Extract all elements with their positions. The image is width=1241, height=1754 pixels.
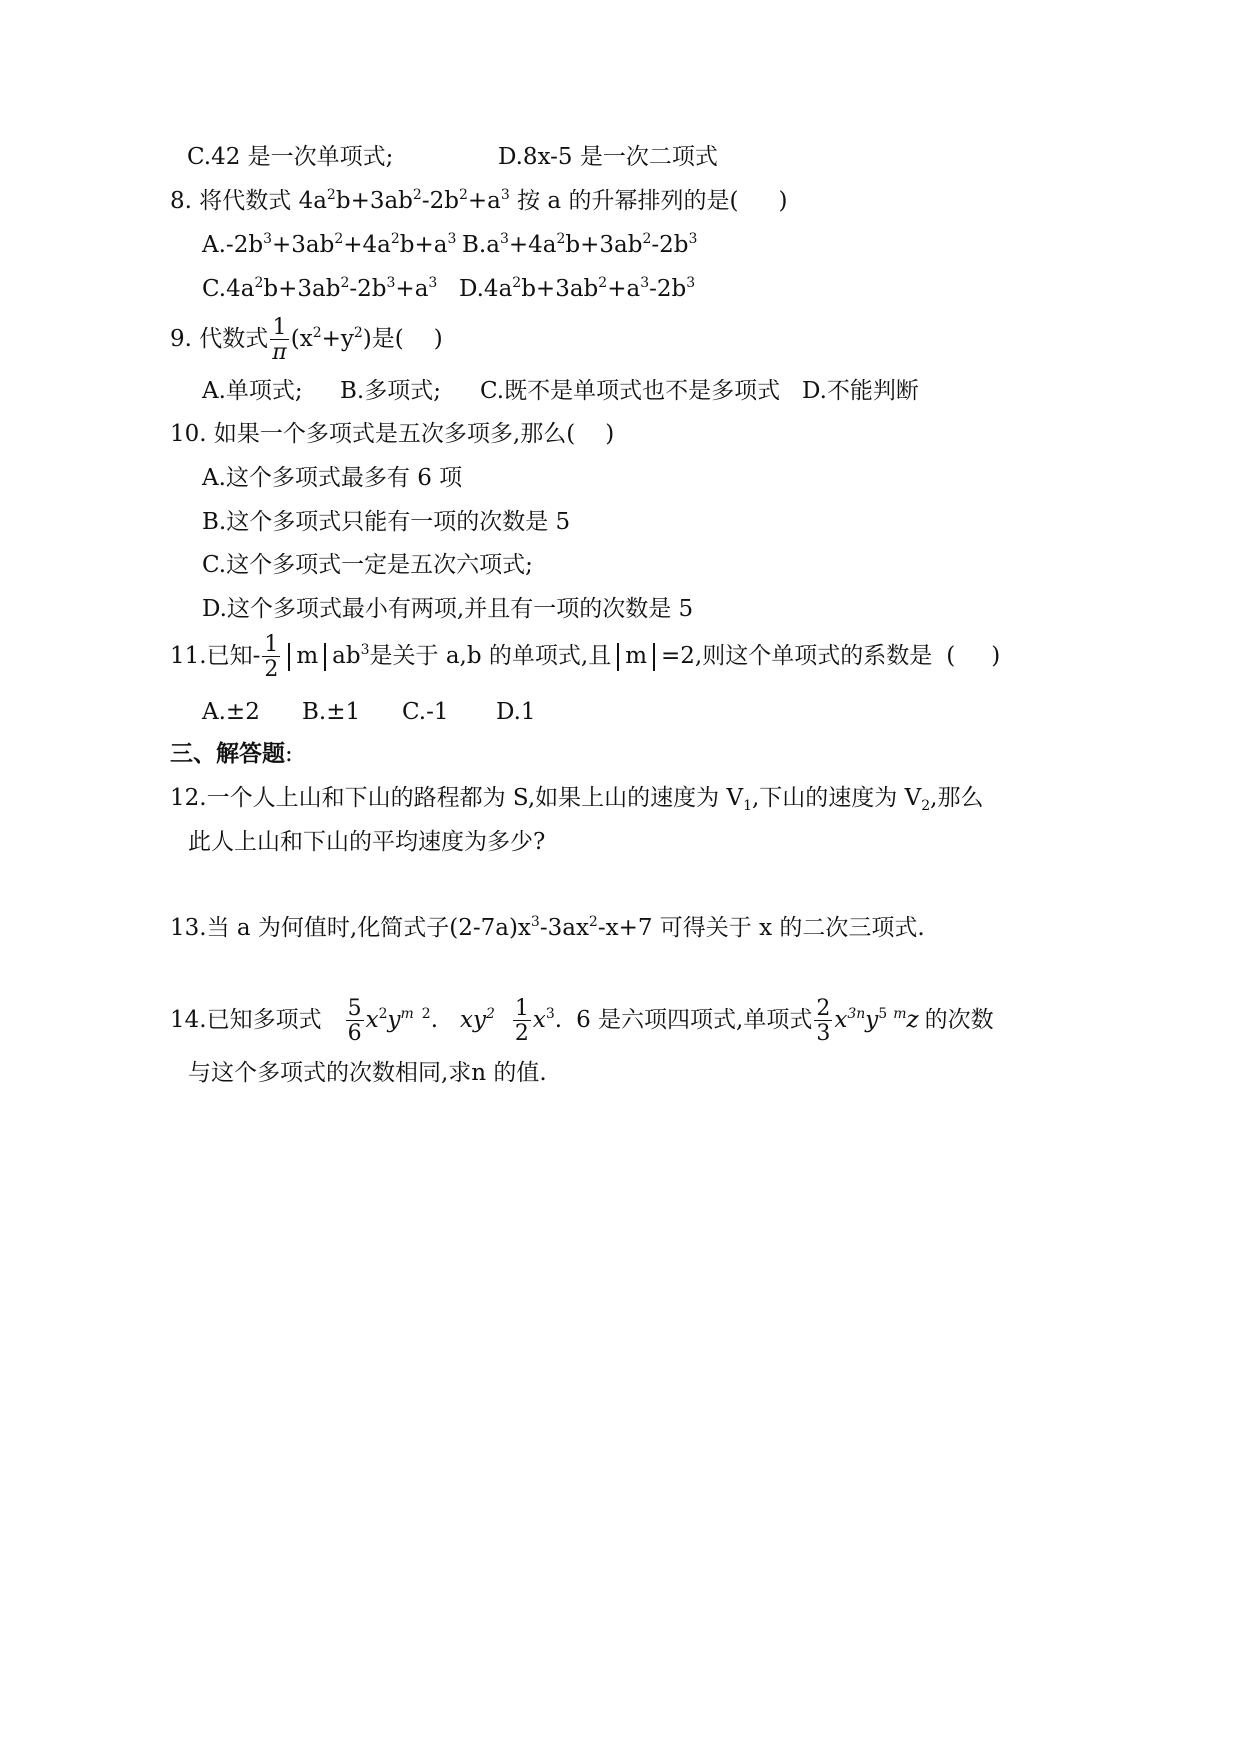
q11-option-b: B.±1 bbox=[302, 699, 361, 725]
abs-bar bbox=[617, 643, 619, 671]
section-title: 三、解答题: bbox=[170, 740, 293, 767]
q10-option-d: D.这个多项式最小有两项,并且有一项的次数是 5 bbox=[202, 596, 694, 622]
q9-option-b: B.多项式; bbox=[340, 378, 441, 404]
q8-stem: 8. 将代数式 $4a^2b+3ab^2-2b^2+a^3$ 按 a 的升幂排列的是( ) bbox=[170, 187, 788, 214]
q7-option-d: D.8x-5 是一次二项式 bbox=[498, 144, 718, 170]
q9-stem: 9. 代数式 $\frac{1}{\pi}$ $(x^2+y^2)$是( ) bbox=[170, 314, 443, 365]
q8-option-b: $B.a^3+4a^2b+3ab^2-2b^3$ bbox=[462, 231, 698, 258]
q9-option-a: A.单项式; bbox=[202, 378, 303, 404]
q13-stem: 13.当 a 为何值时,化简式子$(2-7a)x^3-3ax^2-x+7$ 可得关于 x 的二次三项式. bbox=[170, 914, 925, 941]
q8-option-d: $D.4a^2b+3ab^2+a^3-2b^3$ bbox=[459, 275, 696, 302]
q11-fraction: $\frac{1}{2}$ bbox=[264, 631, 279, 682]
q10-option-b: B.这个多项式只能有一项的次数是 5 bbox=[202, 509, 571, 535]
q11-stem: 11.已知- $\frac{1}{2}$ m $ab^3$是关于 a,b 的单项式,且 m =2,则这个单项式的系数是 ( ) bbox=[170, 631, 1001, 682]
q11-option-c: C.-1 bbox=[402, 699, 449, 725]
q14-line1: 14.已知多项式 $\frac{5}{6}$ $x^2y^m$ $^2$. $xy^2$ $\frac{1}{2}$ $x^3$. 6 是六项四项式,单项式 $\frac{2}{3}$ $x^{3n}y^5$ $^m$z 的次数 bbox=[170, 995, 994, 1046]
q10-stem: 10. 如果一个多项式是五次多项多,那么( ) bbox=[170, 421, 615, 447]
q11-option-d: D.1 bbox=[496, 699, 536, 725]
q9-fraction: $\frac{1}{\pi}$ bbox=[272, 314, 287, 365]
q14-fraction-2: $\frac{1}{2}$ bbox=[514, 995, 529, 1046]
q9-option-c: C.既不是单项式也不是多项式 bbox=[480, 378, 781, 404]
q9-option-d: D.不能判断 bbox=[802, 378, 919, 404]
q7-option-c: C.42 是一次单项式; bbox=[187, 144, 394, 170]
q12-line1: 12.一个人上山和下山的路程都为 S,如果上山的速度为 $V_1$,下山的速度为 $V_2$,那么 bbox=[170, 785, 984, 814]
q14-fraction-1: $\frac{5}{6}$ bbox=[347, 995, 362, 1046]
q8-option-a: $A.-2b^3+3ab^2+4a^2b+a^3$ bbox=[202, 231, 457, 258]
q14-line2: 与这个多项式的次数相同,求n 的值. bbox=[188, 1060, 547, 1086]
q8-option-c: $C.4a^2b+3ab^2-2b^3+a^3$ bbox=[202, 275, 438, 302]
q10-option-c: C.这个多项式一定是五次六项式; bbox=[202, 552, 533, 578]
q14-fraction-3: $\frac{2}{3}$ bbox=[816, 995, 831, 1046]
abs-bar bbox=[653, 643, 655, 671]
abs-bar bbox=[324, 643, 326, 671]
q12-line2: 此人上山和下山的平均速度为多少? bbox=[188, 829, 546, 855]
q11-option-a: A.±2 bbox=[202, 699, 260, 725]
abs-bar bbox=[288, 643, 290, 671]
q10-option-a: A.这个多项式最多有 6 项 bbox=[202, 465, 463, 491]
